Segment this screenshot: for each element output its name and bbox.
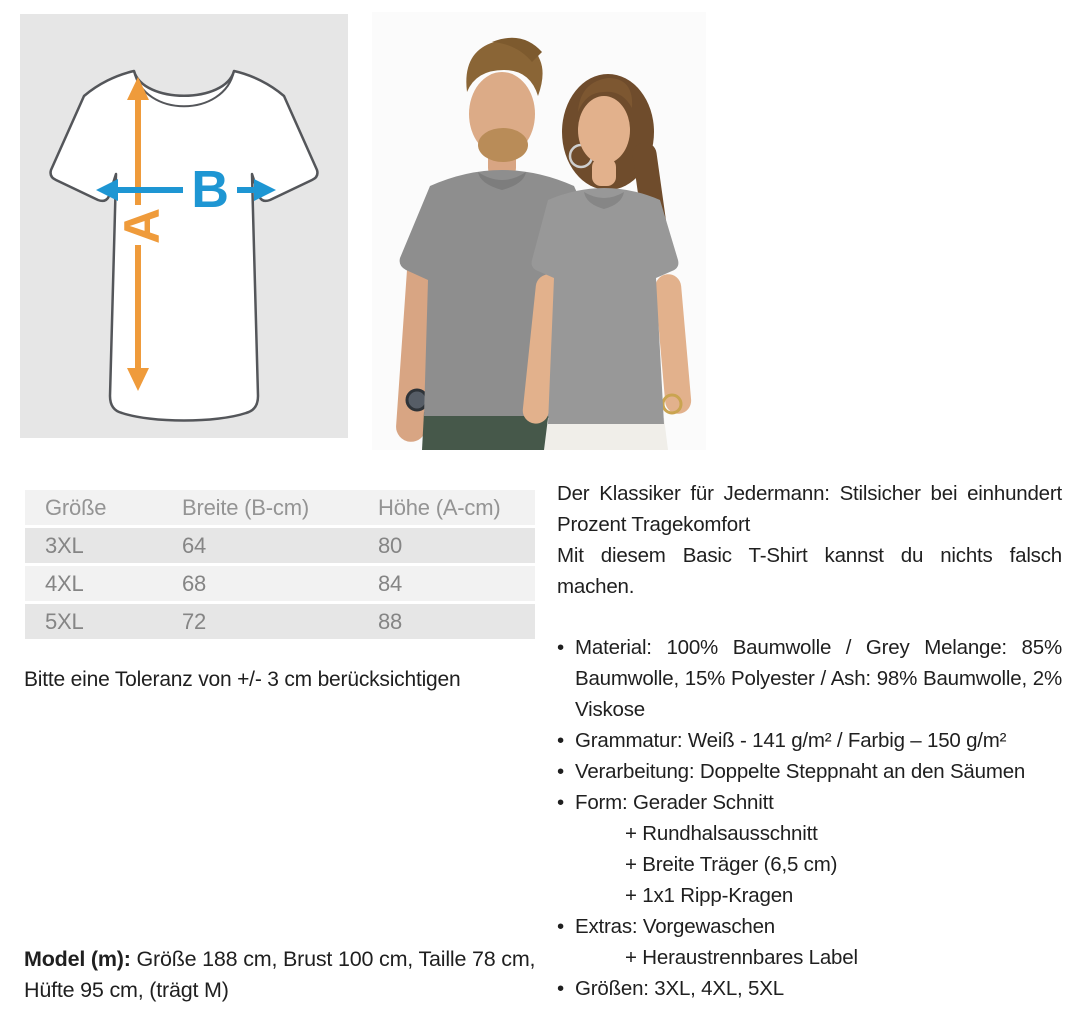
- table-cell: 72: [162, 604, 358, 639]
- table-cell: 64: [162, 528, 358, 563]
- arrow-a-line-bottom: [135, 245, 141, 369]
- male-beard: [478, 128, 528, 162]
- list-item-text: Material: 100% Baumwolle / Grey Melange: 85% Baumwolle, 15% Polyester / Ash: 98% Baumwolle, 2% Viskose: [575, 636, 1062, 721]
- bullet-icon: •: [557, 636, 564, 659]
- list-item-main: Form: Gerader Schnitt: [575, 791, 774, 814]
- size-table-header-row: [25, 490, 535, 525]
- col-header-hoehe: Höhe (A-cm): [358, 490, 535, 525]
- measure-label-b: B: [191, 161, 229, 219]
- list-item: [557, 911, 1062, 973]
- bullet-icon: •: [557, 791, 564, 814]
- female-tshirt: [532, 188, 679, 424]
- product-description: [557, 478, 1062, 1004]
- table-cell: 80: [358, 528, 535, 563]
- list-subitem: + Breite Träger (6,5 cm): [625, 853, 838, 876]
- model-info-label: Model (m):: [24, 947, 131, 971]
- table-cell: 4XL: [25, 566, 162, 601]
- list-item: [557, 787, 1062, 911]
- list-item-text: Verarbeitung: Doppelte Steppnaht an den Säumen: [575, 760, 1026, 783]
- list-subitem: + 1x1 Ripp-Kragen: [625, 884, 794, 907]
- size-diagram-graphic: [20, 14, 348, 438]
- bullet-icon: •: [557, 729, 564, 752]
- col-header-breite: Breite (B-cm): [162, 490, 358, 525]
- table-row: [25, 566, 535, 601]
- size-table: [25, 487, 535, 642]
- table-row: [25, 604, 535, 639]
- table-row: [25, 528, 535, 563]
- list-subitem: + Heraustrennbares Label: [625, 946, 858, 969]
- list-item: [557, 632, 1062, 725]
- table-cell: 5XL: [25, 604, 162, 639]
- size-diagram: [20, 14, 348, 438]
- arrow-b-line-left: [117, 187, 183, 193]
- list-item: [557, 973, 1062, 1004]
- feature-list: [557, 632, 1062, 1004]
- product-photo: [372, 12, 706, 450]
- description-intro-line: Mit diesem Basic T-Shirt kannst du nichts falsch machen.: [557, 544, 1062, 598]
- bullet-icon: •: [557, 760, 564, 783]
- measure-label-a: A: [114, 208, 170, 244]
- list-subitem: + Rundhalsausschnitt: [625, 822, 818, 845]
- table-cell: 84: [358, 566, 535, 601]
- table-cell: 3XL: [25, 528, 162, 563]
- arrow-b-line-right: [237, 187, 255, 193]
- wrist-watch: [407, 390, 427, 410]
- list-item-text: [575, 787, 1062, 911]
- list-item-text: Größen: 3XL, 4XL, 5XL: [575, 977, 784, 1000]
- bullet-icon: •: [557, 915, 564, 938]
- model-info: [24, 944, 536, 1006]
- bullet-icon: •: [557, 977, 564, 1000]
- list-item-text: [575, 911, 1062, 973]
- list-item-main: Extras: Vorgewaschen: [575, 915, 775, 938]
- model-info-details: Größe 188 cm, Brust 100 cm, Taille 78 cm, Hüfte 95 cm, (trägt M): [24, 947, 536, 1002]
- col-header-groesse: Größe: [25, 490, 162, 525]
- description-intro-line: Der Klassiker für Jedermann: Stilsicher bei einhundert Prozent Tragekomfort: [557, 482, 1062, 536]
- table-cell: 68: [162, 566, 358, 601]
- female-face: [578, 96, 630, 164]
- list-item: [557, 756, 1062, 787]
- table-cell: 88: [358, 604, 535, 639]
- tolerance-note: Bitte eine Toleranz von +/- 3 cm berücksichtigen: [24, 668, 461, 691]
- list-item-text: Grammatur: Weiß - 141 g/m² / Farbig – 150 g/m²: [575, 729, 1007, 752]
- list-item: [557, 725, 1062, 756]
- couple-illustration: [372, 12, 706, 450]
